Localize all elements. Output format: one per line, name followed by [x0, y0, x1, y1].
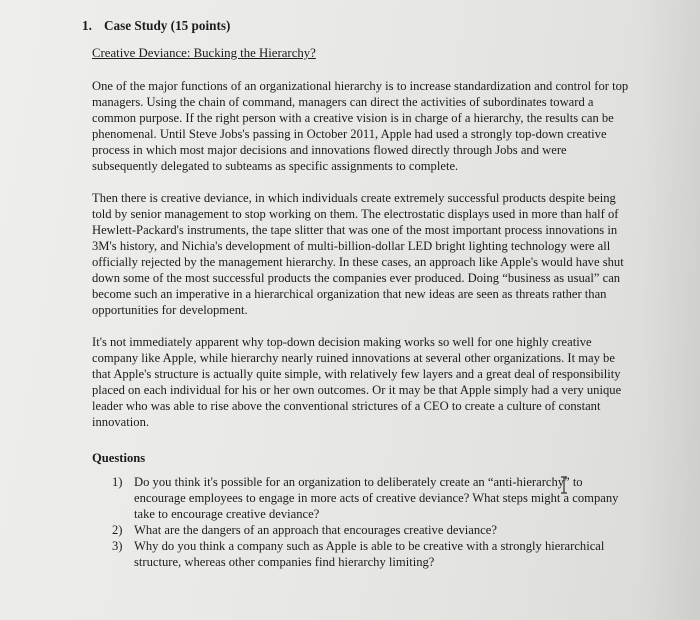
heading-number: 1.: [82, 18, 92, 33]
question-item: [112, 522, 632, 538]
questions-list: [92, 474, 632, 570]
text-cursor-icon: [558, 476, 570, 494]
question-text: Why do you think a company such as Apple is able to be creative with a strongly hierarchical structure, whereas other companies find hierarchy limiting?: [134, 539, 605, 569]
question-number: 2): [112, 523, 123, 537]
document-content: [82, 18, 632, 570]
paragraph-2: Then there is creative deviance, in which individuals create extremely successful products despite being told by senior management to stop working on them. The electrostatic displays used in more than half of Hewlett-Packard's instruments, the tape slitter that was one of the most important process innovations in 3M's history, and Nichia's development of multi-billion-dollar LED bright lighting technology were all officially rejected by the management hierarchy. In these cases, an approach like Apple's would have shut down some of the most successful products the companies ever produced. Doing “business as usual” can become such an imperative in a hierarchical organization that new ideas are seen as threats rather than opportunities for development.: [92, 191, 624, 317]
question-number: 1): [112, 475, 123, 489]
page-shadow: [640, 0, 700, 620]
question-text: What are the dangers of an approach that encourages creative deviance?: [134, 523, 497, 537]
heading-title: Case Study (15 points): [104, 18, 231, 33]
question-number: 3): [112, 539, 123, 553]
question-item: [112, 538, 632, 570]
case-study-heading: [82, 18, 632, 34]
paragraph-1: One of the major functions of an organizational hierarchy is to increase standardization and control for top managers. Using the chain of command, managers can direct the activities of subordinates toward a common purpose. If the right person with a creative vision is in charge of a hierarchy, the results can be phenomenal. Until Steve Jobs's passing in October 2011, Apple had used a strongly top-down creative process in which most major decisions and innovations flowed directly through Jobs and were subsequently delegated to subteams as specific assignments to complete.: [92, 79, 629, 173]
questions-heading: Questions: [92, 451, 146, 465]
question-text: Do you think it's possible for an organization to deliberately create an “anti-hierarchy” to encourage employees to engage in more acts of creative deviance? What steps might a company take to encourage creative deviance?: [134, 475, 619, 521]
paragraph-3: It's not immediately apparent why top-down decision making works so well for one highly creative company like Apple, while hierarchy nearly ruined innovations at several other organizations. It may be that Apple's structure is actually quite simple, with relatively few layers and a great deal of responsibility placed on each individual for his or her own outcomes. Or it may be that Apple simply had a very unique leader who was able to rise above the conventional strictures of a CEO to create a culture of constant innovation.: [92, 335, 622, 429]
case-study-subtitle: Creative Deviance: Bucking the Hierarchy?: [92, 46, 316, 60]
